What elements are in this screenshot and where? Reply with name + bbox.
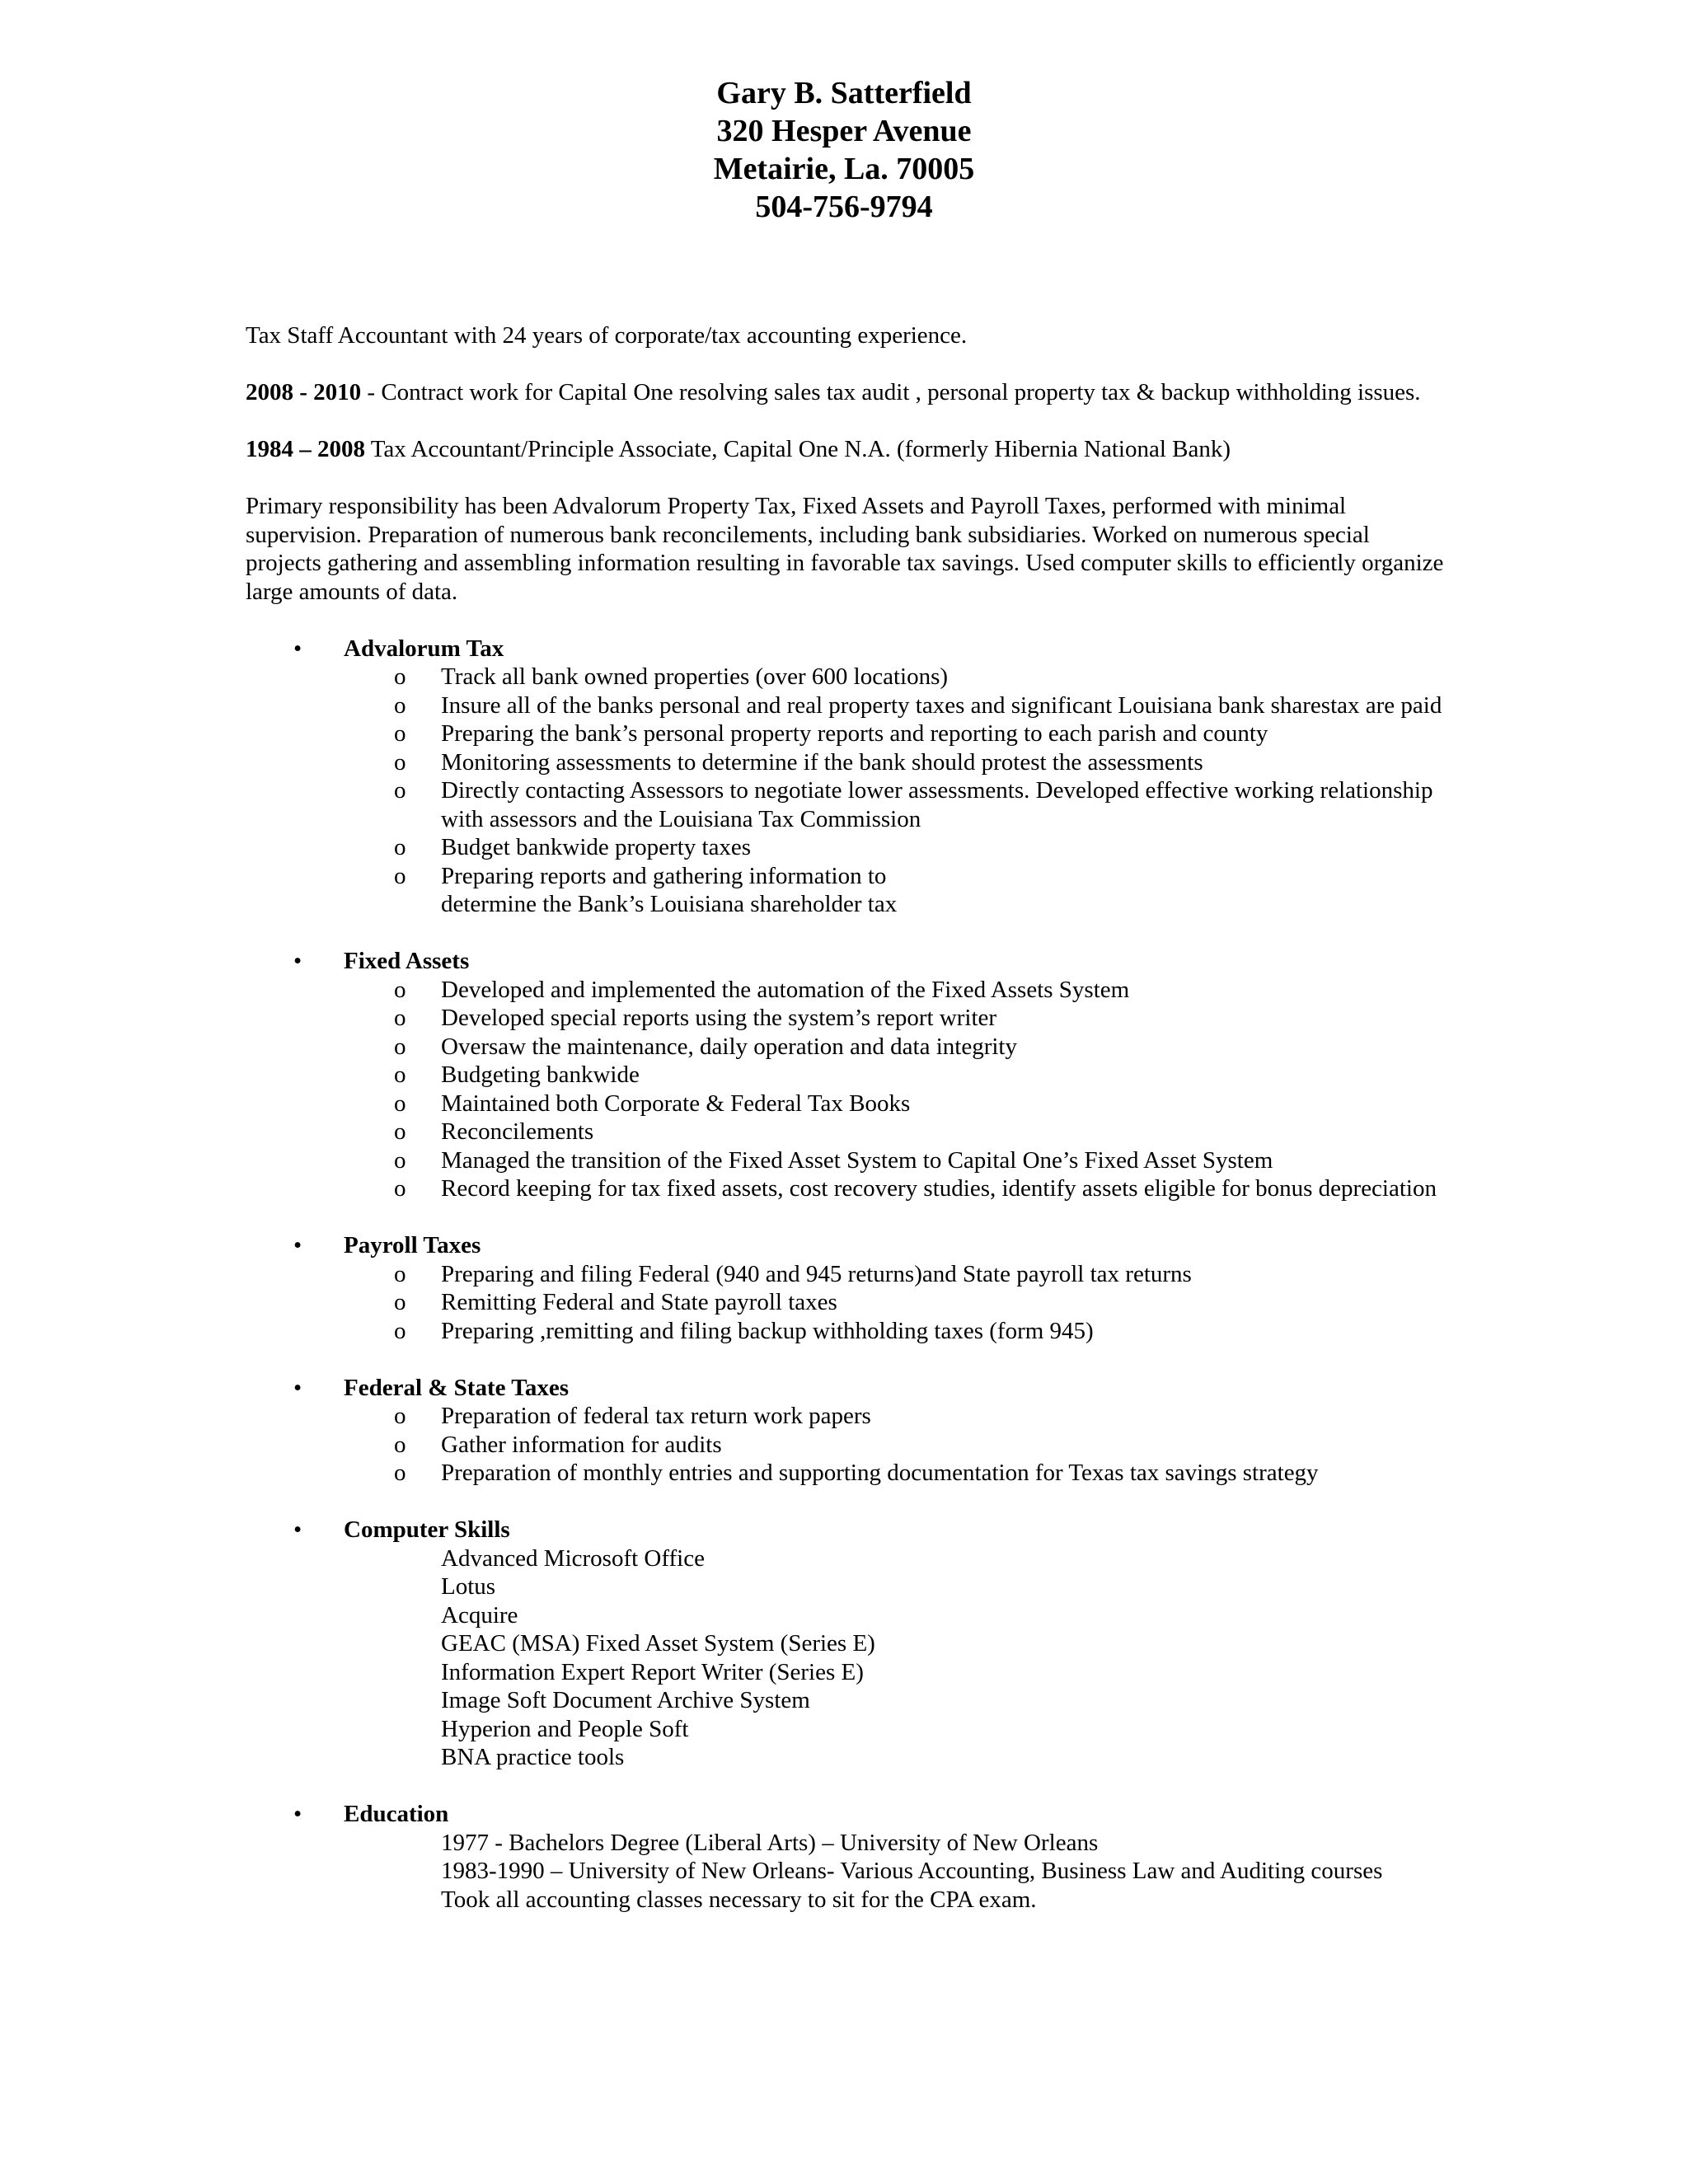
list-item: o Preparing the bank’s personal property reports and reporting to each parish and county xyxy=(394,720,1268,747)
bullet-icon: • xyxy=(293,635,302,662)
section-payroll-taxes xyxy=(246,1231,1449,1345)
sub-bullet-icon: o xyxy=(394,1033,406,1060)
sub-bullet-icon: o xyxy=(394,1317,406,1344)
sub-bullet-icon: o xyxy=(394,834,406,860)
list-item: o Monitoring assessments to determine if the bank should protest the assessments xyxy=(394,748,1203,776)
list-item: o Directly contacting Assessors to negotiate lower assessments. Developed effective working relationship with assessors and the Louisiana Tax Commission xyxy=(394,777,1433,832)
sub-bullet-icon: o xyxy=(394,1062,406,1088)
sub-bullet-icon: o xyxy=(394,862,406,889)
sub-bullet-icon: o xyxy=(394,976,406,1003)
sub-bullet-icon: o xyxy=(394,1005,406,1031)
skill-item: Information Expert Report Writer (Series E) xyxy=(441,1658,864,1685)
resume-header xyxy=(0,74,1688,226)
street-address: 320 Hesper Avenue xyxy=(716,114,972,148)
advalorum-list xyxy=(246,663,1449,919)
list-item: o Gather information for audits xyxy=(394,1431,722,1458)
list-item: o Budget bankwide property taxes xyxy=(394,834,752,860)
list-item: o Record keeping for tax fixed assets, cost recovery studies, identify assets eligible for bonus depreciation xyxy=(394,1175,1437,1202)
job-entry-contract xyxy=(246,378,1449,407)
job-years: 1984 – 2008 xyxy=(246,436,365,462)
list-item: o Reconcilements xyxy=(394,1118,594,1145)
list-item: o Preparing reports and gathering information to determine the Bank’s Louisiana shareholder tax xyxy=(394,862,898,917)
sub-bullet-icon: o xyxy=(394,1118,406,1145)
list-item: o Insure all of the banks personal and real property taxes and significant Louisiana bank sharestax are paid xyxy=(394,691,1442,719)
education-item: Took all accounting classes necessary to sit for the CPA exam. xyxy=(441,1886,1037,1913)
skill-item: Advanced Microsoft Office xyxy=(441,1544,705,1572)
job-description: - Contract work for Capital One resolving sales tax audit , personal property tax & backup withholding issues. xyxy=(361,379,1421,405)
section-title: Federal & State Taxes xyxy=(344,1374,570,1401)
responsibility-paragraph: Primary responsibility has been Advalorum Property Tax, Fixed Assets and Payroll Taxes, performed with minimal supervision. Preparation of numerous bank reconcilements, including bank subsidiaries. Worked on numerous special projects gathering and assembling information resulting in favorable tax savings. Used computer skills to efficiently organize large amounts of data. xyxy=(246,493,1444,605)
skill-item: Lotus xyxy=(441,1573,496,1600)
list-item: o Maintained both Corporate & Federal Tax Books xyxy=(394,1090,911,1117)
list-item: o Preparing ,remitting and filing backup withholding taxes (form 945) xyxy=(394,1317,1094,1344)
sub-bullet-icon: o xyxy=(394,720,406,747)
section-title: Fixed Assets xyxy=(344,948,470,974)
list-item: o Oversaw the maintenance, daily operation and data integrity xyxy=(394,1033,1017,1060)
education-list xyxy=(441,1829,1449,1915)
bullet-icon: • xyxy=(293,1374,302,1401)
section-fixed-assets xyxy=(246,947,1449,1203)
list-item: o Track all bank owned properties (over 600 locations) xyxy=(394,663,949,690)
sub-bullet-icon: o xyxy=(394,1146,406,1174)
sub-bullet-icon: o xyxy=(394,777,406,804)
bullet-icon: • xyxy=(293,1801,302,1827)
sub-bullet-icon: o xyxy=(394,1403,406,1429)
sub-bullet-icon: o xyxy=(394,691,406,719)
phone-number: 504-756-9794 xyxy=(755,190,933,224)
city-state-zip: Metairie, La. 70005 xyxy=(713,152,975,186)
section-title: Payroll Taxes xyxy=(344,1232,481,1258)
education-item: 1983-1990 – University of New Orleans- Various Accounting, Business Law and Auditing courses xyxy=(441,1858,1383,1884)
bullet-icon: • xyxy=(293,1232,302,1258)
payroll-list xyxy=(246,1260,1449,1346)
job-description: Tax Accountant/Principle Associate, Capital One N.A. (formerly Hibernia National Bank) xyxy=(365,436,1231,462)
section-title: Advalorum Tax xyxy=(344,635,504,662)
skill-item: BNA practice tools xyxy=(441,1744,625,1770)
list-item: o Budgeting bankwide xyxy=(394,1062,640,1088)
federal-state-list xyxy=(246,1402,1449,1488)
sub-bullet-icon: o xyxy=(394,1090,406,1117)
list-item: o Developed special reports using the system’s report writer xyxy=(394,1005,997,1031)
sub-bullet-icon: o xyxy=(394,1175,406,1202)
skill-item: Hyperion and People Soft xyxy=(441,1715,689,1742)
section-advalorum-tax xyxy=(246,635,1449,919)
computer-skills-list xyxy=(441,1544,1449,1772)
bullet-icon: • xyxy=(293,1516,302,1543)
job-entry-capital-one xyxy=(246,435,1449,464)
job-years: 2008 - 2010 xyxy=(246,379,362,405)
sub-bullet-icon: o xyxy=(394,663,406,690)
section-title: Computer Skills xyxy=(344,1516,510,1543)
list-item: o Preparation of federal tax return work papers xyxy=(394,1403,871,1429)
sub-bullet-icon: o xyxy=(394,1260,406,1287)
list-item: o Developed and implemented the automation of the Fixed Assets System xyxy=(394,976,1130,1003)
section-education xyxy=(246,1800,1449,1914)
sub-bullet-icon: o xyxy=(394,1289,406,1315)
summary-statement: Tax Staff Accountant with 24 years of corporate/tax accounting experience. xyxy=(246,322,968,349)
skill-item: Acquire xyxy=(441,1601,518,1629)
sub-bullet-icon: o xyxy=(394,1431,406,1458)
skill-item: Image Soft Document Archive System xyxy=(441,1687,810,1713)
education-item: 1977 - Bachelors Degree (Liberal Arts) – University of New Orleans xyxy=(441,1829,1099,1856)
list-item: o Managed the transition of the Fixed Asset System to Capital One’s Fixed Asset System xyxy=(394,1146,1273,1174)
bullet-icon: • xyxy=(293,948,302,974)
applicant-name: Gary B. Satterfield xyxy=(716,76,972,110)
section-title: Education xyxy=(344,1801,449,1827)
list-item: o Preparation of monthly entries and supporting documentation for Texas tax savings strategy xyxy=(394,1460,1319,1486)
section-federal-state-taxes xyxy=(246,1374,1449,1488)
resume-body xyxy=(246,321,1449,1943)
fixed-assets-list xyxy=(246,976,1449,1203)
sub-bullet-icon: o xyxy=(394,748,406,776)
section-computer-skills xyxy=(246,1516,1449,1772)
list-item: o Remitting Federal and State payroll taxes xyxy=(394,1289,837,1315)
sub-bullet-icon: o xyxy=(394,1460,406,1486)
skill-item: GEAC (MSA) Fixed Asset System (Series E) xyxy=(441,1630,875,1657)
list-item: o Preparing and filing Federal (940 and 945 returns)and State payroll tax returns xyxy=(394,1260,1192,1287)
